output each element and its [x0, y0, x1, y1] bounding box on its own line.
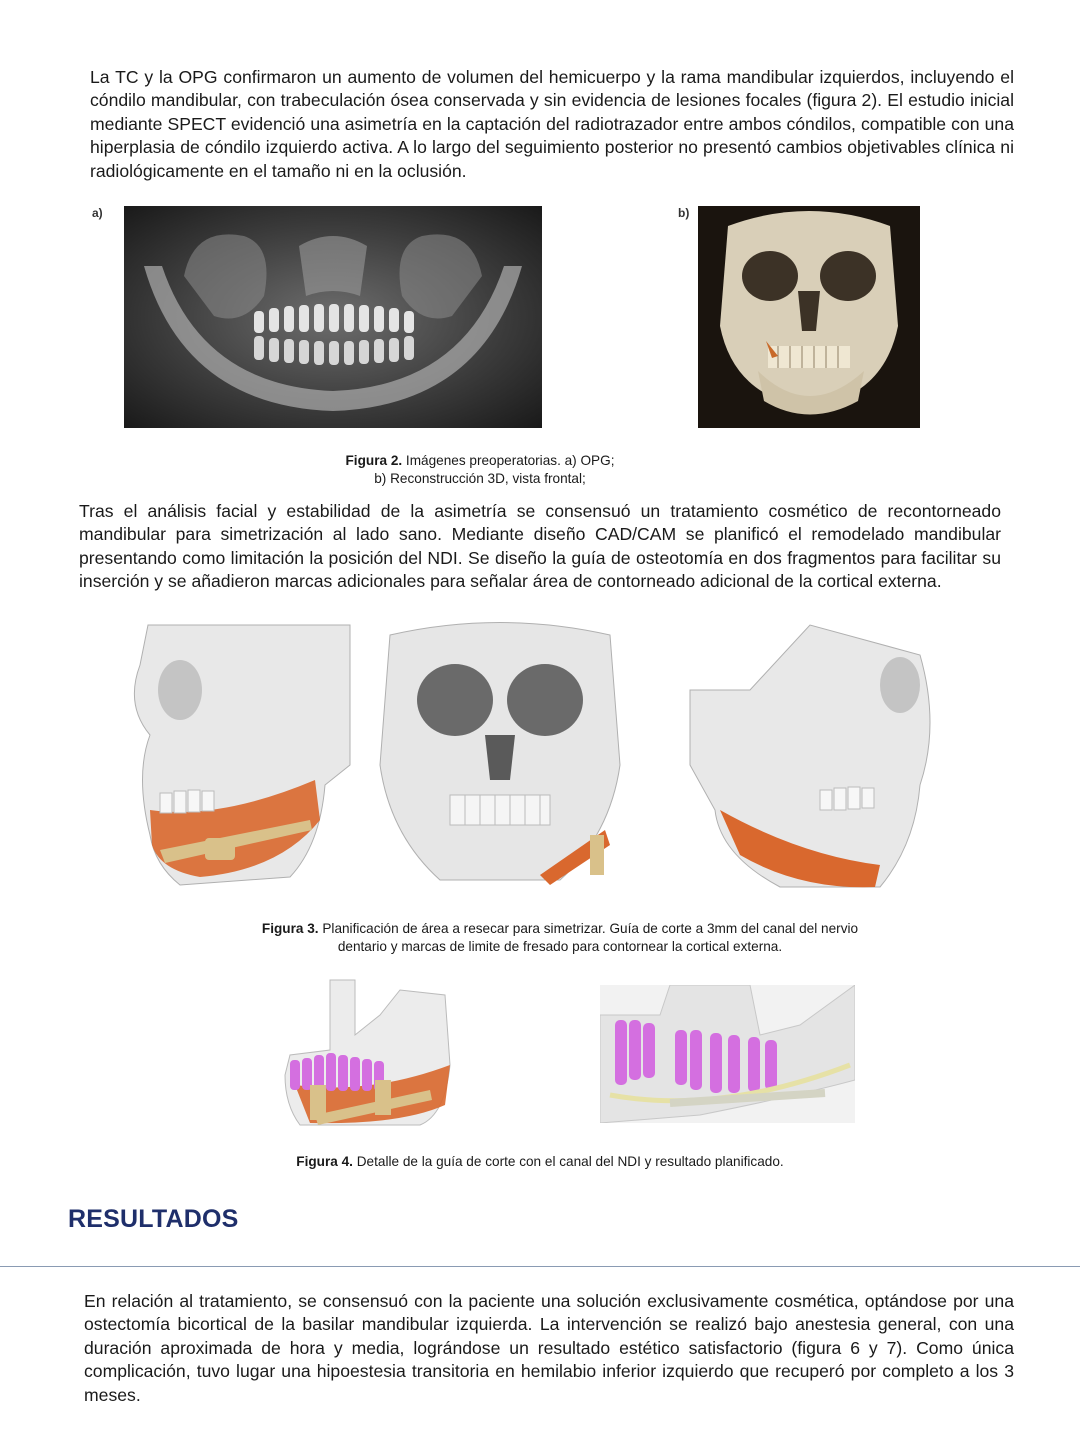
- figure2-label-b: b): [678, 206, 690, 220]
- figure3-caption: [200, 920, 920, 956]
- figure2-caption-bold: Figura 2.: [345, 453, 403, 468]
- figure4-cutting-guide-image: [280, 975, 460, 1130]
- figure3-caption-bold: Figura 3.: [261, 921, 319, 936]
- figure4-planned-result-image: [600, 985, 855, 1123]
- figure3-caption-line2: dentario y marcas de limite de fresado para contornear la cortical externa.: [337, 939, 783, 954]
- figure2-opg-image: [124, 206, 542, 428]
- figure2-caption: [300, 452, 660, 488]
- paragraph-intro: La TC y la OPG confirmaron un aumento de volumen del hemicuerpo y la rama mandibular izquierdos, incluyendo el cóndilo mandibular, con trabeculación ósea conservada y sin evidencia de lesiones focales (figura 2). El estudio inicial mediante SPECT evidenció una asimetría en la captación del radiotrazador entre ambos cóndilos, compatible con una hiperplasia de cóndilo izquierdo activa. A lo largo del seguimiento posterior no presentó cambios objetivables clínica ni radiológicamente en el tamaño ni en la oclusión.: [90, 67, 1014, 181]
- figure3-caption-line1: Planificación de área a resecar para simetrizar. Guía de corte a 3mm del canal del nervio: [318, 921, 859, 936]
- figure3-frontal-skull: [380, 623, 620, 886]
- figure3-left-skull: [134, 625, 350, 885]
- figure2-caption-line1: Imágenes preoperatorias. a) OPG;: [402, 453, 615, 468]
- figure3-planning-image: [120, 615, 960, 895]
- figure4-caption-text: Detalle de la guía de corte con el canal del NDI y resultado planificado.: [352, 1154, 784, 1169]
- figure4-caption: [200, 1153, 880, 1171]
- figure3-right-skull: [690, 625, 930, 887]
- figure2-caption-line2: b) Reconstrucción 3D, vista frontal;: [374, 471, 586, 486]
- paragraph-results: En relación al tratamiento, se consensuó con la paciente una solución exclusivamente cosmética, optándose por una ostectomía bicortical de la basilar mandibular izquierda. La intervención se realizó bajo anestesia general, con una duración aproximada de hora y media, lográndose un resultado estético satisfactorio (figura 6 y 7). Como única complicación, tuvo lugar una hipoestesia transitoria en hemilabio inferior izquierdo que recuperó por completo a los 3 meses.: [84, 1291, 1014, 1405]
- figure4-caption-bold: Figura 4.: [296, 1154, 353, 1169]
- paragraph-planning: Tras el análisis facial y estabilidad de la asimetría se consensuó un tratamiento cosmético de recontorneado mandibular para simetrización al lado sano. Mediante diseño CAD/CAM se planificó el remodelado mandibular presentando como limitación la posición del NDI. Se diseño la guía de osteotomía en dos fragmentos para facilitar su inserción y se añadieron marcas adicionales para señalar área de contorneado adicional de la cortical externa.: [79, 501, 1001, 592]
- section-heading-resultados: RESULTADOS: [68, 1205, 239, 1233]
- figure2-label-a: a): [92, 206, 103, 220]
- figure2-3d-reconstruction-image: [698, 206, 920, 428]
- section-divider: [0, 1266, 1080, 1267]
